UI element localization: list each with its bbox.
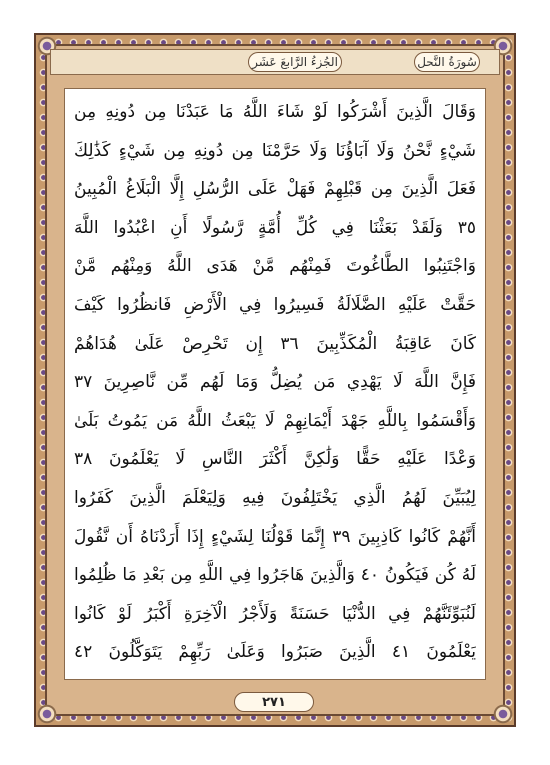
verse-line: ٣٥ وَلَقَدْ بَعَثْنَا فِي كُلِّ أُمَّةٍ رَّسُولًا أَنِ اعْبُدُوا اللَّهَ	[74, 217, 476, 238]
verse-line: شَيْءٍ نَّحْنُ وَلَا آبَاؤُنَا وَلَا حَرَّمْنَا مِن دُونِهِ مِن شَيْءٍ كَذَٰلِكَ	[74, 140, 476, 161]
verse-line: لِيُبَيِّنَ لَهُمُ الَّذِي يَخْتَلِفُونَ فِيهِ وَلِيَعْلَمَ الَّذِينَ كَفَرُوا	[74, 487, 476, 508]
verse-line: كَانَ عَاقِبَةُ الْمُكَذِّبِينَ ٣٦ إِن تَحْرِصْ عَلَىٰ هُدَاهُمْ	[74, 333, 476, 354]
verse-line: حَقَّتْ عَلَيْهِ الضَّلَالَةُ فَسِيرُوا فِي الْأَرْضِ فَانظُرُوا كَيْفَ	[74, 294, 476, 315]
page-number: ٢٧١	[234, 692, 314, 712]
surah-label: سُورَةُ النَّحل	[414, 52, 480, 72]
verse-line: فَإِنَّ اللَّهَ لَا يَهْدِي مَن يُضِلُّ وَمَا لَهُم مِّن نَّاصِرِينَ ٣٧	[74, 372, 476, 393]
juz-label: الجُزءُ الرَّابعَ عَشَر	[248, 52, 342, 72]
verse-line: لَنُبَوِّئَنَّهُمْ فِي الدُّنْيَا حَسَنَةً وَلَأَجْرُ الْآخِرَةِ أَكْبَرُ لَوْ كَانُوا	[74, 603, 476, 624]
verse-line: وَاجْتَنِبُوا الطَّاغُوتَ فَمِنْهُم مَّنْ هَدَى اللَّهُ وَمِنْهُم مَّنْ	[74, 256, 476, 277]
verse-lines	[74, 93, 476, 675]
verse-line: وَقَالَ الَّذِينَ أَشْرَكُوا لَوْ شَاءَ اللَّهُ مَا عَبَدْنَا مِن دُونِهِ مِن	[74, 102, 476, 122]
verse-line: فَعَلَ الَّذِينَ مِن قَبْلِهِمْ فَهَلْ عَلَى الرُّسُلِ إِلَّا الْبَلَاغُ الْمُبِينُ	[74, 179, 476, 200]
corner-ornament-icon	[36, 703, 58, 725]
verse-line: وَعْدًا عَلَيْهِ حَقًّا وَلَٰكِنَّ أَكْثَرَ النَّاسِ لَا يَعْلَمُونَ ٣٨	[74, 449, 476, 470]
verse-line: أَنَّهُمْ كَانُوا كَاذِبِينَ ٣٩ إِنَّمَا قَوْلُنَا لِشَيْءٍ إِذَا أَرَدْنَاهُ أَن نَّقُولَ	[74, 526, 476, 547]
verse-line: لَهُ كُن فَيَكُونُ ٤٠ وَالَّذِينَ هَاجَرُوا فِي اللَّهِ مِن بَعْدِ مَا ظُلِمُوا	[74, 565, 476, 586]
verse-line: يَعْلَمُونَ ٤١ الَّذِينَ صَبَرُوا وَعَلَىٰ رَبِّهِمْ يَتَوَكَّلُونَ ٤٢	[74, 642, 476, 663]
verse-line: وَأَقْسَمُوا بِاللَّهِ جَهْدَ أَيْمَانِهِمْ لَا يَبْعَثُ اللَّهُ مَن يَمُوتُ بَلَىٰ	[74, 410, 476, 431]
corner-ornament-icon	[492, 703, 514, 725]
